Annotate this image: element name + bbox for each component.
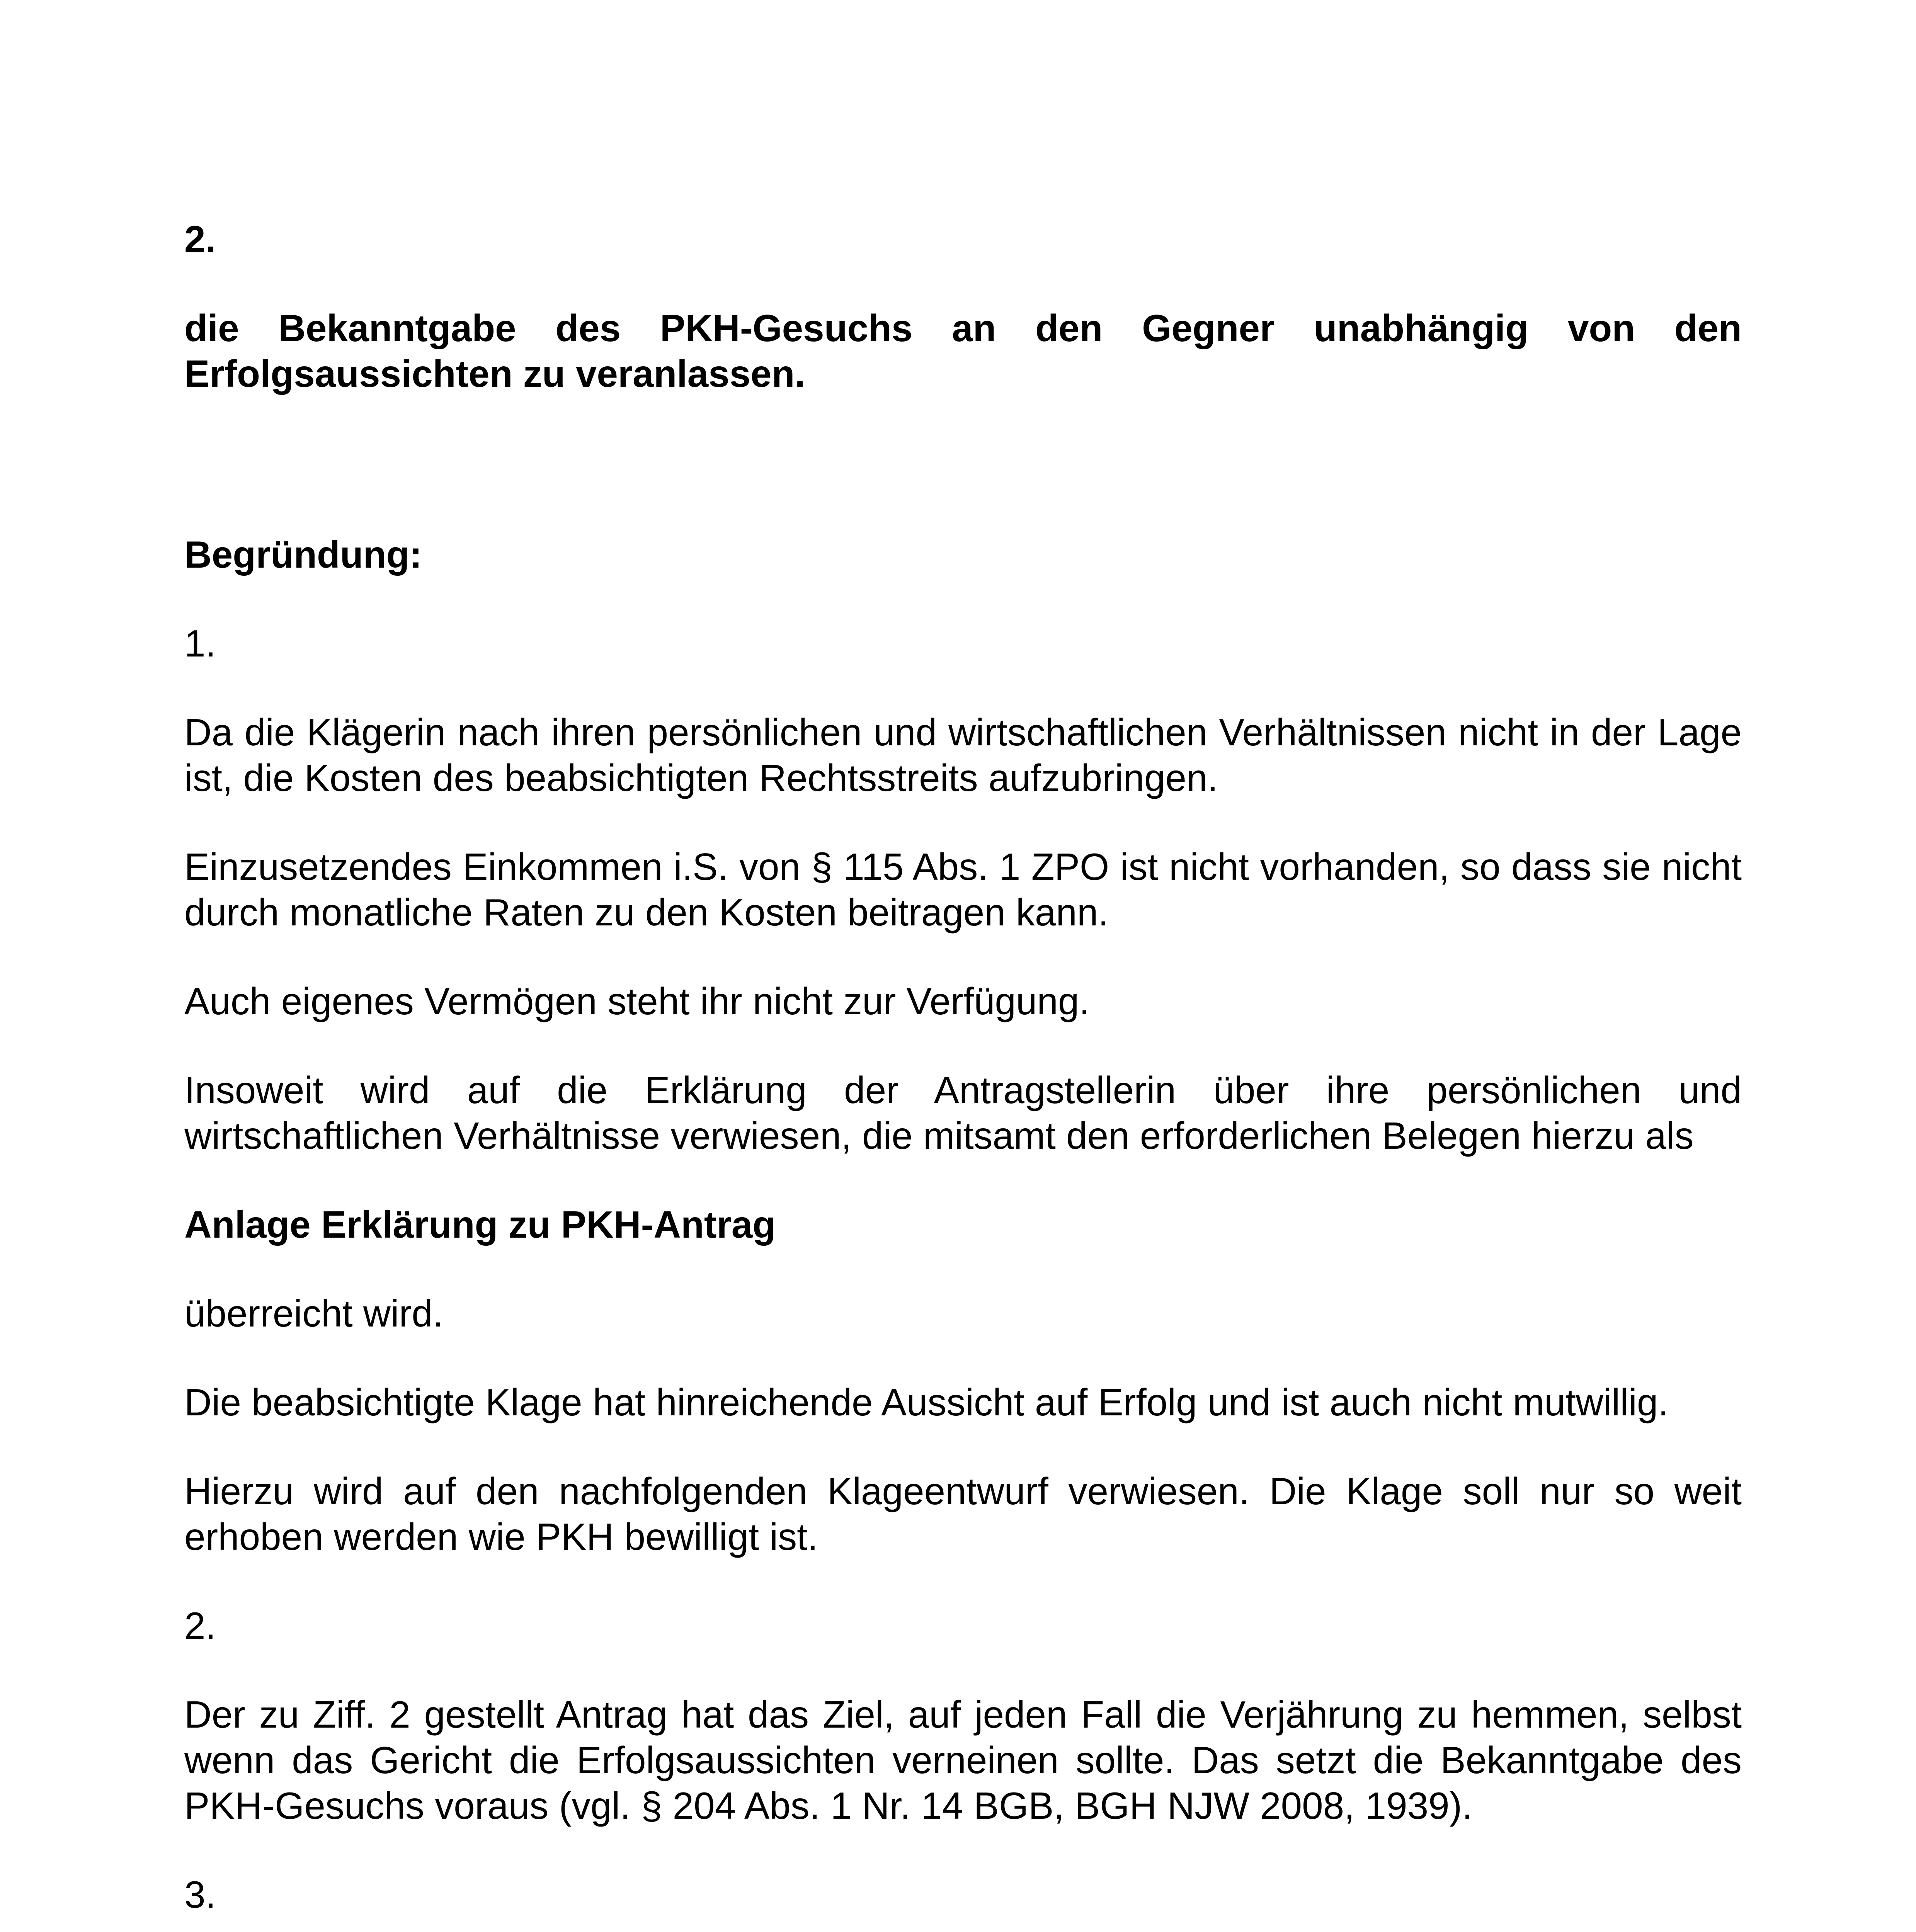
attachment-title: Anlage Erklärung zu PKH-Antrag <box>184 1203 776 1246</box>
section-number-1: 1. <box>184 622 216 665</box>
heading-number: 2. <box>184 218 216 260</box>
request-text: die Bekanntgabe des PKH-Gesuchs an den Gegner unabhängig von den Erfolgsaussichten zu veranlassen. <box>184 307 1742 395</box>
paragraph-income: Einzusetzendes Einkommen i.S. von § 115 Abs. 1 ZPO ist nicht vorhanden, so dass sie nicht durch monatliche Raten zu den Kosten beitragen kann. <box>184 845 1742 934</box>
paragraph-submitted: überreicht wird. <box>184 1292 443 1335</box>
paragraph-financial-situation: Da die Klägerin nach ihren persönlichen und wirtschaftlichen Verhältnissen nicht in der Lage ist, die Kosten des beabsichtigten Rechtsstreits aufzubringen. <box>184 711 1742 799</box>
justification-heading: Begründung: <box>184 533 422 576</box>
paragraph-prospects: Die beabsichtigte Klage hat hinreichende Aussicht auf Erfolg und ist auch nicht mutwillig. <box>184 1381 1669 1423</box>
paragraph-limitation: Der zu Ziff. 2 gestellt Antrag hat das Ziel, auf jeden Fall die Verjährung zu hemmen, selbst wenn das Gericht die Erfolgsaussichten verneinen sollte. Das setzt die Bekanntgabe des PKH-Gesuchs voraus (vgl. § 204 Abs. 1 Nr. 14 BGB, BGH NJW 2008, 1939). <box>184 1693 1742 1827</box>
paragraph-draft-reference: Hierzu wird auf den nachfolgenden Klageentwurf verwiesen. Die Klage soll nur so weit erhoben werden wie PKH bewilligt ist. <box>184 1470 1742 1558</box>
document-page <box>184 216 1742 1932</box>
section-number-3: 3. <box>184 1873 216 1916</box>
section-number-2: 2. <box>184 1604 216 1647</box>
paragraph-declaration: Insoweit wird auf die Erklärung der Antragstellerin über ihre persönlichen und wirtschaftlichen Verhältnisse verwiesen, die mitsamt den erforderlichen Belegen hierzu als <box>184 1069 1742 1157</box>
paragraph-assets: Auch eigenes Vermögen steht ihr nicht zur Verfügung. <box>184 980 1090 1022</box>
